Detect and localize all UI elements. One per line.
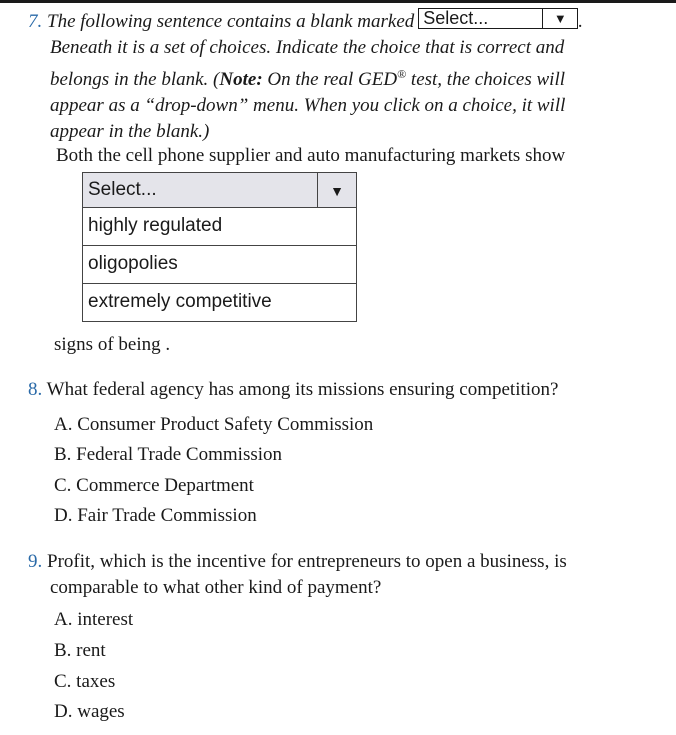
q7-stem-before: Both the cell phone supplier and auto manufacturing markets show: [56, 145, 566, 166]
answer-choice[interactable]: B. Federal Trade Commission: [54, 444, 283, 465]
q7-line-1: 7. The following sentence contains a blank marked Select... ▼ .: [28, 8, 584, 32]
q7-line-3: [28, 61, 628, 93]
q7-line-2: Beneath it is a set of choices. Indicate the choice that is correct and: [50, 37, 565, 58]
top-rule: [0, 0, 676, 3]
question-text: What federal agency has among its missions ensuring competition?: [46, 379, 559, 400]
question-7: [28, 8, 628, 145]
answer-choice[interactable]: A. Consumer Product Safety Commission: [54, 414, 374, 435]
q7-text-3b: On the real GED: [262, 69, 398, 90]
down-triangle-icon: ▼: [542, 9, 577, 28]
q7-line-5: appear in the blank.): [50, 121, 210, 142]
dropdown-option[interactable]: highly regulated: [82, 208, 357, 246]
answer-choice[interactable]: C. taxes: [54, 671, 116, 692]
answer-choice[interactable]: A. interest: [54, 609, 134, 630]
q7-text-1: The following sentence contains a blank marked: [47, 11, 415, 32]
answer-choice[interactable]: B. rent: [54, 640, 106, 661]
question-8: [28, 379, 558, 401]
dropdown-placeholder: Select...: [88, 179, 157, 200]
dropdown-header[interactable]: [82, 172, 357, 208]
question-number: 9.: [28, 551, 43, 572]
question-number: 7.: [28, 11, 43, 32]
inline-select-example: [418, 8, 578, 29]
registered-mark: ®: [397, 67, 407, 81]
answer-choice[interactable]: D. Fair Trade Commission: [54, 505, 257, 526]
q7-line-4: appear as a “drop-down” menu. When you click on a choice, it will: [50, 95, 566, 116]
note-label: Note:: [219, 69, 263, 90]
q7-text-3c: test, the choices will: [406, 69, 565, 90]
q7-text-3a: belongs in the blank. (: [50, 69, 220, 90]
answer-choice[interactable]: D. wages: [54, 701, 125, 722]
question-text: Profit, which is the incentive for entrepreneurs to open a business, is: [47, 551, 567, 572]
inline-select-label: Select...: [423, 8, 489, 28]
dropdown-option[interactable]: extremely competitive: [82, 284, 357, 322]
q9-line-1: [28, 549, 567, 575]
answer-choice[interactable]: C. Commerce Department: [54, 475, 254, 496]
q7-stem-after: signs of being .: [54, 334, 171, 355]
answer-dropdown[interactable]: [82, 172, 357, 322]
question-text-continued: comparable to what other kind of payment?: [50, 577, 382, 598]
question-9: [28, 549, 567, 601]
dropdown-option[interactable]: oligopolies: [82, 246, 357, 284]
down-triangle-icon[interactable]: ▼: [317, 173, 356, 207]
question-number: 8.: [28, 379, 43, 400]
